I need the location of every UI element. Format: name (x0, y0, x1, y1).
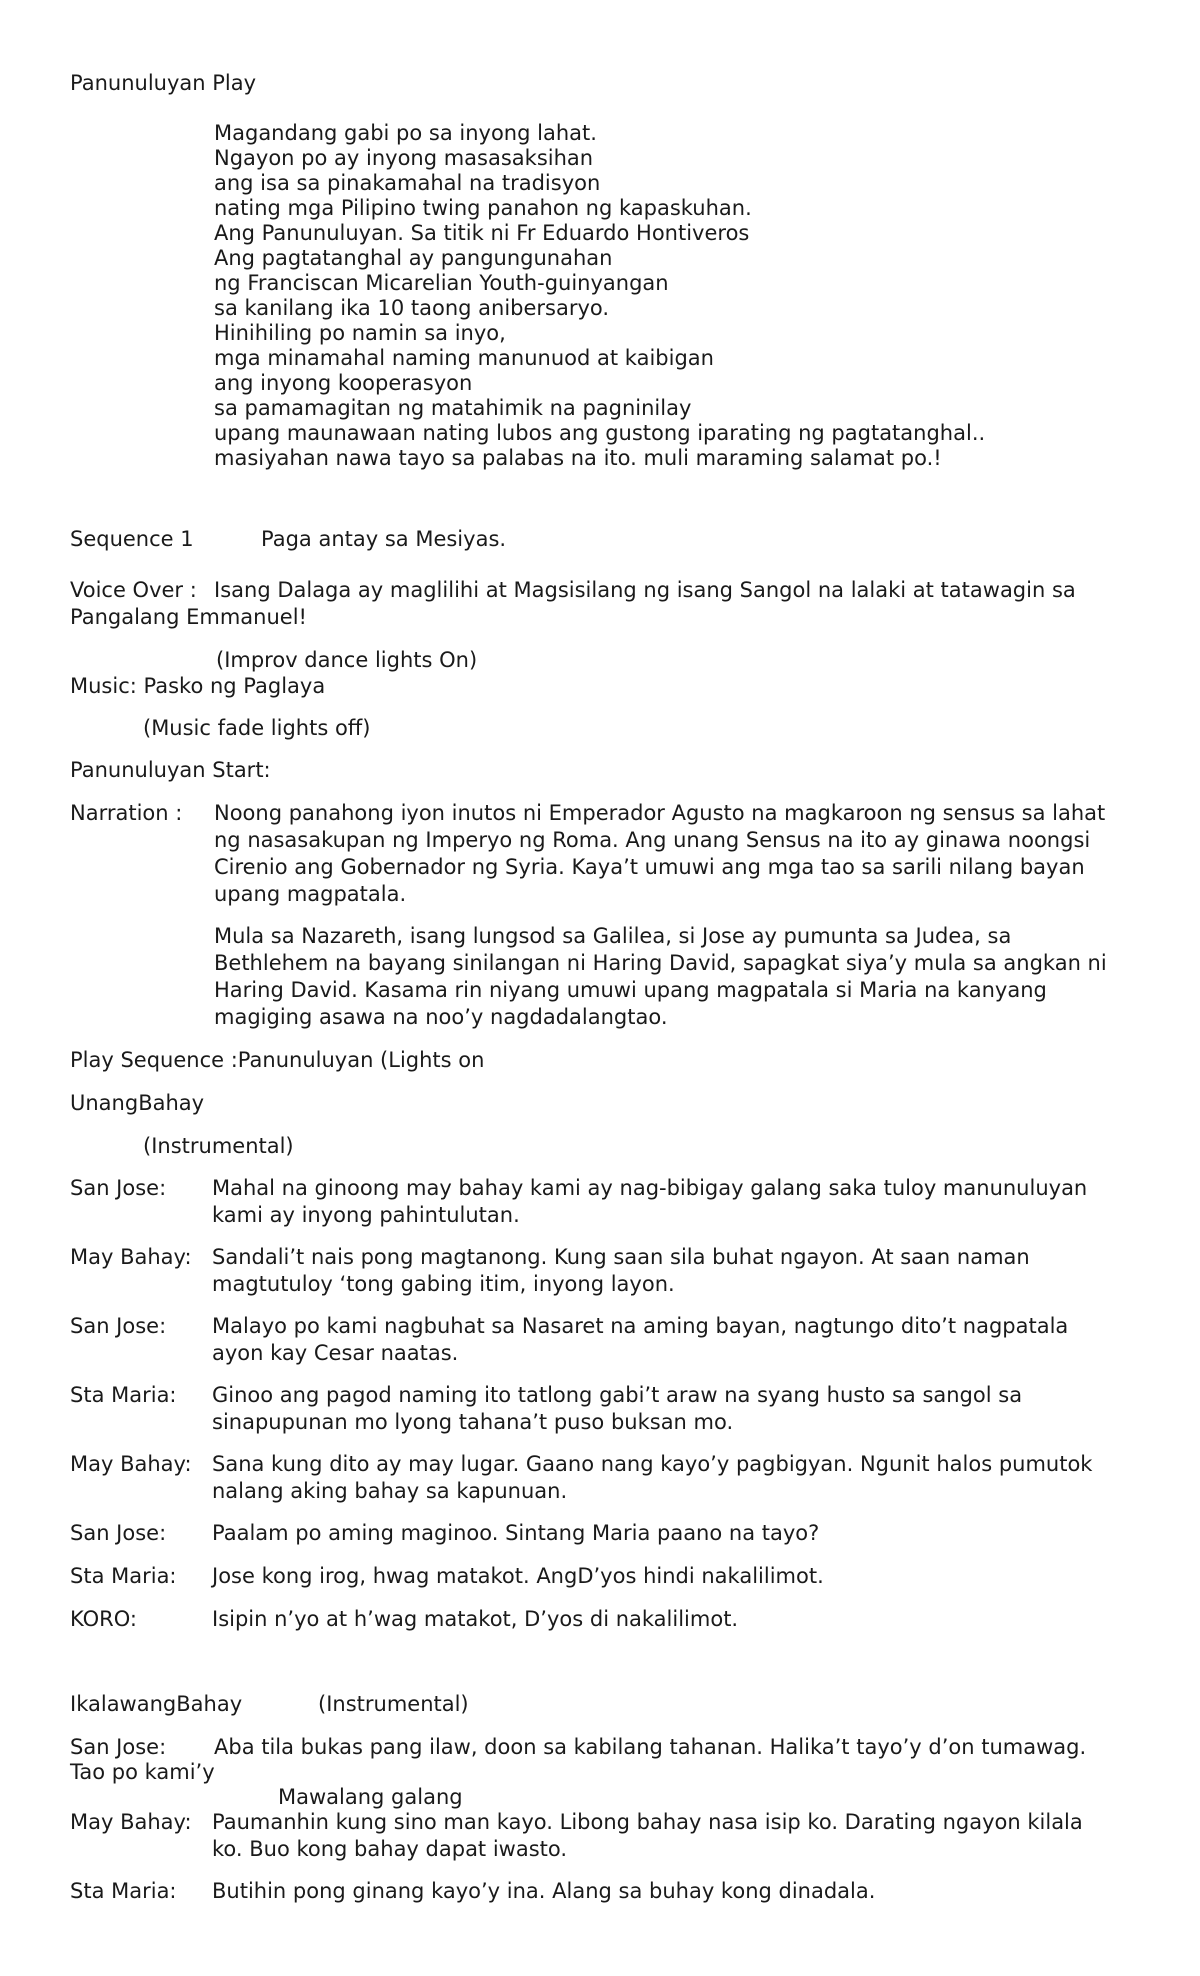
narration-line: Cirenio ang Gobernador ng Syria. Kaya’t umuwi ang mga tao sa sarili nilang bayan (214, 855, 1085, 879)
stage-cue: (Instrumental) (143, 1134, 294, 1158)
intro-line: sa pamamagitan ng matahimik na pagninilay (214, 396, 692, 420)
speaker-name: Sta Maria: (70, 1564, 177, 1588)
dialogue-line: Paalam po aming maginoo. Sintang Maria paano na tayo? (212, 1521, 820, 1545)
speaker-name: San Jose: (70, 1176, 167, 1200)
speaker-name: KORO: (70, 1607, 137, 1631)
dialogue-line: Jose kong irog, hwag matakot. AngD’yos hindi nakalilimot. (212, 1564, 824, 1588)
intro-line: Magandang gabi po sa inyong lahat. (214, 121, 597, 145)
dialogue-line: sinapupunan mo lyong tahana’t puso buksan mo. (212, 1410, 734, 1434)
voice-over-line: Isang Dalaga ay maglilihi at Magsisilang ng isang Sangol na lalaki at tatawagin sa (214, 578, 1076, 602)
narration-line: Mula sa Nazareth, isang lungsod sa Galilea, si Jose ay pumunta sa Judea, sa (214, 924, 1012, 948)
intro-line: upang maunawaan nating lubos ang gustong iparating ng pagtatanghal.. (214, 421, 986, 445)
dialogue-line: ko. Buo kong bahay dapat iwasto. (212, 1837, 568, 1861)
speaker-name: Sta Maria: (70, 1383, 177, 1407)
dialogue-line: Aba tila bukas pang ilaw, doon sa kabilang tahanan. Halika’t tayo’y d’on tumawag. (214, 1735, 1087, 1759)
intro-line: Ang pagtatanghal ay pangungunahan (214, 246, 613, 270)
narration-line: Noong panahong iyon inutos ni Emperador Agusto na magkaroon ng sensus sa lahat (214, 801, 1106, 825)
intro-line: masiyahan nawa tayo sa palabas na ito. muli maraming salamat po.! (214, 446, 942, 470)
narration-paragraph (214, 801, 1105, 909)
speaker-name: San Jose: (70, 1735, 167, 1759)
narration-line: magiging asawa na noo’y nagdadalangtao. (214, 1005, 668, 1029)
dialogue-line: Sana kung dito ay may lugar. Gaano nang kayo’y pagbigyan. Ngunit halos pumutok (212, 1452, 1093, 1476)
section-heading: Panunuluyan Start: (70, 758, 271, 782)
speaker-name: May Bahay: (70, 1452, 192, 1476)
scene-heading: IkalawangBahay (70, 1692, 243, 1716)
music-cue: Music: Pasko ng Paglaya (70, 674, 326, 698)
document-title: Panunuluyan Play (70, 71, 257, 95)
narration-label: Narration : (70, 801, 183, 825)
sequence-label: Sequence 1 (70, 527, 194, 551)
intro-line: ang isa sa pinakamahal na tradisyon (214, 171, 601, 195)
narration-line: ng nasasakupan ng Imperyo ng Roma. Ang unang Sensus na ito ay ginawa noongsi (214, 828, 1091, 852)
intro-line: Ang Panunuluyan. Sa titik ni Fr Eduardo Hontiveros (214, 221, 750, 245)
stage-cue: (Improv dance lights On) (216, 648, 478, 672)
intro-block (214, 121, 985, 471)
stage-cue: (Music fade lights off) (143, 716, 371, 740)
speaker-name: May Bahay: (70, 1245, 192, 1269)
dialogue-line: ayon kay Cesar naatas. (212, 1341, 459, 1365)
narration-line: upang magpatala. (214, 882, 407, 906)
dialogue-line: Mawalang galang (278, 1785, 463, 1809)
dialogue-line: Mahal na ginoong may bahay kami ay nag-bibigay galang saka tuloy manunuluyan (212, 1176, 1088, 1200)
dialogue-line: Paumanhin kung sino man kayo. Libong bahay nasa isip ko. Darating ngayon kilala (212, 1810, 1083, 1834)
dialogue-line: Malayo po kami nagbuhat sa Nasaret na aming bayan, nagtungo dito’t nagpatala (212, 1314, 1069, 1338)
intro-line: ang inyong kooperasyon (214, 371, 473, 395)
scene-heading: UnangBahay (70, 1091, 205, 1115)
dialogue-line: Sandali’t nais pong magtanong. Kung saan sila buhat ngayon. At saan naman (212, 1245, 1030, 1269)
intro-line: nating mga Pilipino twing panahon ng kapaskuhan. (214, 196, 752, 220)
narration-paragraph (214, 924, 1107, 1032)
narration-line: Bethlehem na bayang sinilangan ni Haring David, sapagkat siya’y mula sa angkan ni (214, 951, 1107, 975)
intro-line: Hinihiling po namin sa inyo, (214, 321, 506, 345)
dialogue-line: Isipin n’yo at h’wag matakot, D’yos di nakalilimot. (212, 1607, 739, 1631)
speaker-name: San Jose: (70, 1314, 167, 1338)
dialogue-line: Tao po kami’y (70, 1760, 215, 1784)
play-sequence-heading: Play Sequence :Panunuluyan (Lights on (70, 1048, 485, 1072)
intro-line: mga minamahal naming manunuod at kaibigan (214, 346, 714, 370)
speaker-name: San Jose: (70, 1521, 167, 1545)
dialogue-line: Ginoo ang pagod naming ito tatlong gabi’t araw na syang husto sa sangol sa (212, 1383, 1023, 1407)
narration-line: Haring David. Kasama rin niyang umuwi upang magpatala si Maria na kanyang (214, 978, 1047, 1002)
sequence-title: Paga antay sa Mesiyas. (261, 527, 507, 551)
dialogue-line: nalang aking bahay sa kapunuan. (212, 1479, 568, 1503)
speaker-name: May Bahay: (70, 1810, 192, 1834)
intro-line: sa kanilang ika 10 taong anibersaryo. (214, 296, 610, 320)
dialogue-line: Butihin pong ginang kayo’y ina. Alang sa buhay kong dinadala. (212, 1879, 876, 1903)
voice-over-label: Voice Over : (70, 578, 197, 602)
intro-line: Ngayon po ay inyong masasaksihan (214, 146, 594, 170)
dialogue-line: kami ay inyong pahintulutan. (212, 1203, 520, 1227)
voice-over-line: Pangalang Emmanuel! (70, 605, 307, 629)
intro-line: ng Franciscan Micarelian Youth-guinyangan (214, 271, 669, 295)
stage-cue: (Instrumental) (318, 1692, 469, 1716)
speaker-name: Sta Maria: (70, 1879, 177, 1903)
dialogue-line: magtutuloy ‘tong gabing itim, inyong layon. (212, 1272, 675, 1296)
